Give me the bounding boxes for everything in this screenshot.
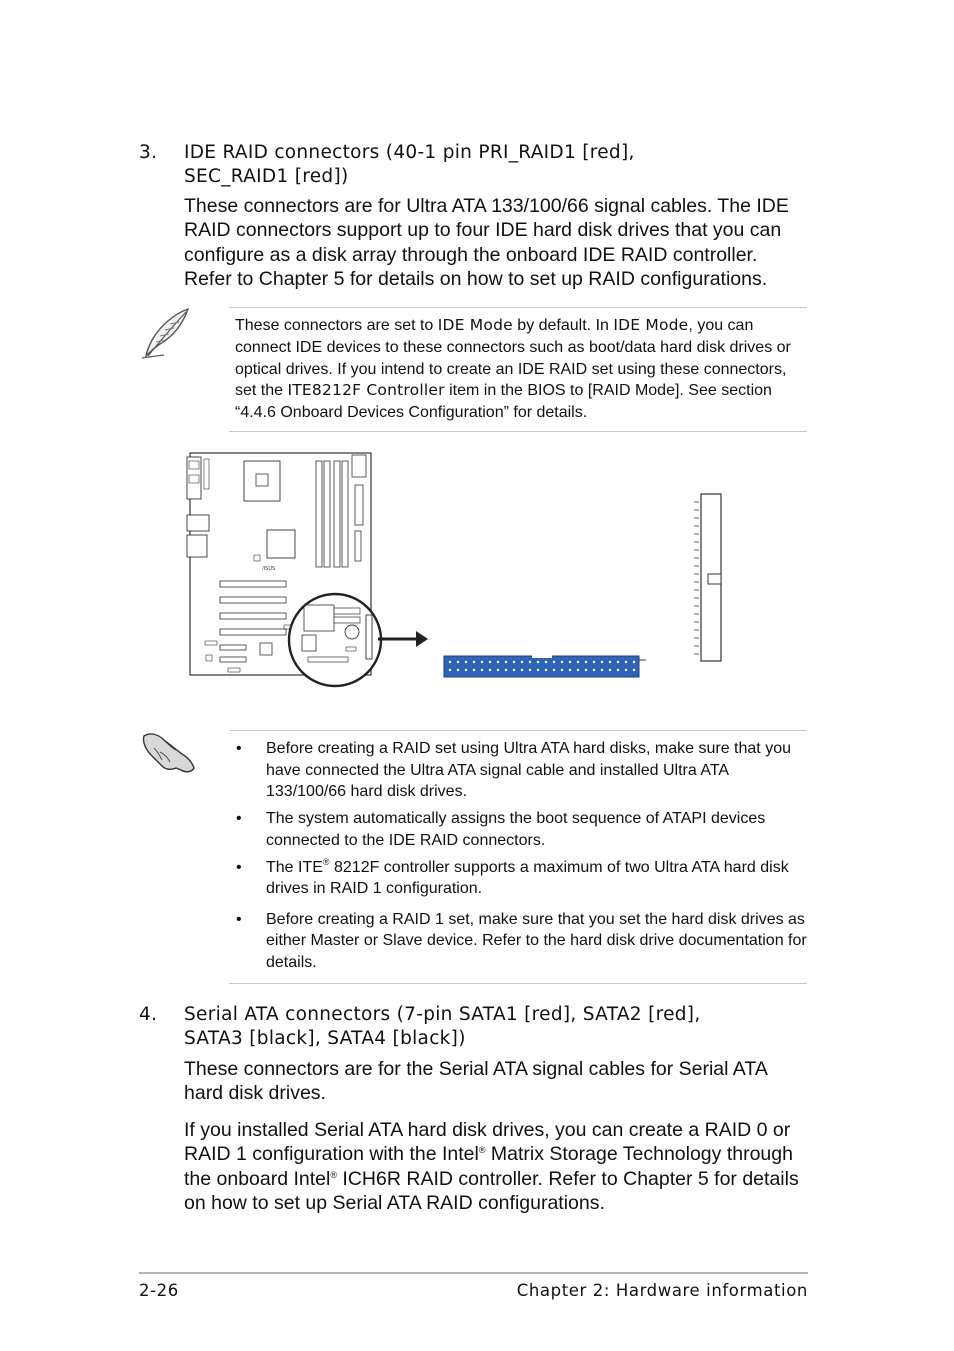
section-4-number: 4. <box>139 1004 158 1025</box>
section-3-title-line-1: IDE RAID connectors (40-1 pin PRI_RAID1 [red], <box>184 142 635 163</box>
ide-mode-keyword-2: IDE Mode <box>613 316 689 334</box>
section-4-title-line-1: Serial ATA connectors (7-pin SATA1 [red], SATA2 [red], <box>184 1004 701 1025</box>
section-4-title <box>184 1003 844 1051</box>
note-1-text-part-4: item in the BIOS to [RAID Mode]. See section “4.4.6 Onboard Devices Configuration” for details. <box>235 382 772 422</box>
note-2-item-3: The ITE® 8212F controller supports a maximum of two Ultra ATA hard disk drives in RAID 1 configuration. <box>266 856 789 897</box>
section-4-paragraph-2: If you installed Serial ATA hard disk drives, you can create a RAID 0 or RAID 1 configuration with the Intel® Matrix Storage Technology through the onboard Intel® ICH6R RAID controller. Refer to Chapter 5 for details on how to set up Serial ATA RAID configurations. <box>184 1119 799 1214</box>
pointing-hand-icon <box>138 728 198 776</box>
page-number: 2-26 <box>139 1281 179 1300</box>
list-item: • Before creating a RAID set using Ultra ATA hard disks, make sure that you have connected the Ultra ATA signal cable and installed Ultra ATA 133/100/66 hard disk drives. <box>236 740 791 800</box>
motherboard-layout-diagram <box>180 445 660 690</box>
board-logo: /ISUS <box>262 566 276 572</box>
note-1-top-rule <box>229 307 807 308</box>
feather-quill-icon <box>138 306 194 362</box>
section-4-title-line-2: SATA3 [black], SATA4 [black]) <box>184 1028 466 1049</box>
note-1-text-part-3: , you can connect IDE devices to these connectors such as boot/data hard disk drives or optical drives. If you intend to create an IDE RAID set using these connectors, set the <box>235 317 791 400</box>
section-3-paragraph: These connectors are for Ultra ATA 133/100/66 signal cables. The IDE RAID connectors support up to four IDE hard disk drives that you can configure as a disk array through the onboard IDE RAID controller. Refer to Chapter 5 for details on how to set up RAID configurations. <box>184 195 789 290</box>
note-2-bullet-list <box>229 738 807 979</box>
note-1-text-part-2: by default. In <box>512 317 614 334</box>
section-3-title <box>184 141 824 189</box>
note-2-top-rule <box>229 730 807 731</box>
list-item: • The ITE® 8212F controller supports a maximum of two Ultra ATA hard disk drives in RAID 1 configuration. <box>236 856 789 897</box>
footer-rule <box>139 1272 808 1274</box>
ite8212f-controller-keyword: ITE8212F Controller <box>287 381 445 400</box>
note-1-bottom-rule <box>229 431 807 432</box>
note-2-item-4: Before creating a RAID 1 set, make sure that you set the hard disk drives as either Master or Slave device. Refer to the hard disk drive documentation for details. <box>266 910 807 971</box>
note-2-item-2: The system automatically assigns the boot sequence of ATAPI devices connected to the IDE RAID connectors. <box>266 810 766 849</box>
note-1-text-part-1: These connectors are set to <box>235 317 438 334</box>
note-1-text <box>235 315 810 424</box>
section-3-title-line-2: SEC_RAID1 [red]) <box>184 166 349 187</box>
ide-mode-keyword: IDE Mode <box>437 316 513 334</box>
note-2-item-1: Before creating a RAID set using Ultra ATA hard disks, make sure that you have connected the Ultra ATA signal cable and installed Ultra ATA 133/100/66 hard disk drives. <box>266 740 791 800</box>
note-2-bottom-rule <box>229 983 807 984</box>
vertical-ide-connector-diagram <box>686 490 726 665</box>
chapter-title: Chapter 2: Hardware information <box>516 1281 808 1300</box>
list-item: • Before creating a RAID 1 set, make sure that you set the hard disk drives as either Master or Slave device. Refer to the hard disk drive documentation for details. <box>236 910 807 971</box>
section-3-number: 3. <box>139 142 158 163</box>
section-4-paragraph-1: These connectors are for the Serial ATA signal cables for Serial ATA hard disk drives. <box>184 1058 767 1105</box>
list-item: • The system automatically assigns the boot sequence of ATAPI devices connected to the IDE RAID connectors. <box>236 810 766 849</box>
